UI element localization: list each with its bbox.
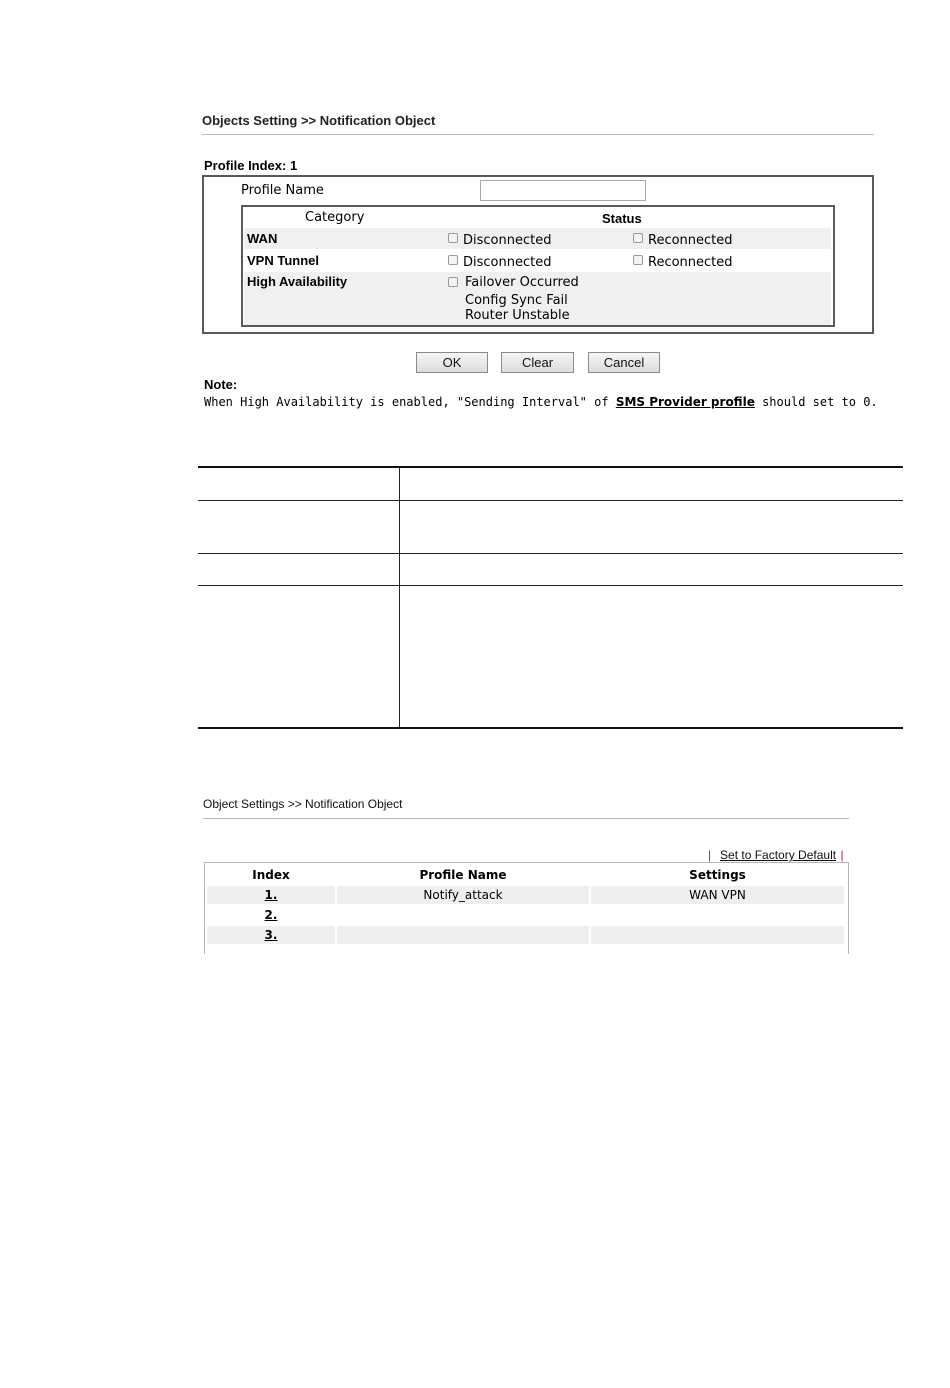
ha-router-unstable-label: Router Unstable	[465, 308, 570, 323]
wan-disconnected-checkbox[interactable]	[448, 233, 458, 243]
pipe-separator: |	[840, 848, 844, 862]
list-breadcrumb-divider	[203, 818, 849, 819]
vpn-disconnected-label: Disconnected	[463, 255, 552, 270]
cancel-button[interactable]: Cancel	[588, 352, 660, 373]
breadcrumb-divider	[202, 134, 874, 135]
description-table	[198, 466, 903, 730]
table-bottom-rule	[198, 727, 903, 729]
set-to-factory-default-link[interactable]: Set to Factory Default	[720, 848, 837, 862]
ok-button[interactable]: OK	[416, 352, 488, 373]
breadcrumb: Objects Setting >> Notification Object	[202, 113, 436, 128]
ha-failover-label: Failover Occurred	[465, 275, 579, 290]
table-row-rule	[198, 553, 903, 554]
profile-index-label: Profile Index: 1	[204, 158, 298, 173]
status-header: Status	[602, 211, 642, 226]
profile-index-link[interactable]: 2.	[264, 908, 278, 922]
vpn-reconnected-label: Reconnected	[648, 255, 733, 270]
sms-provider-profile-link[interactable]: SMS Provider profile	[615, 395, 755, 409]
category-wan: WAN	[247, 231, 278, 246]
clear-button[interactable]: Clear	[501, 352, 574, 373]
profile-name-label: Profile Name	[241, 183, 324, 198]
profile-name-input[interactable]	[480, 180, 646, 201]
note-label: Note:	[204, 377, 238, 392]
category-vpn-tunnel: VPN Tunnel	[247, 253, 319, 268]
ha-config-sync-fail-label: Config Sync Fail	[465, 293, 568, 308]
vpn-disconnected-checkbox[interactable]	[448, 255, 458, 265]
list-breadcrumb: Object Settings >> Notification Object	[203, 797, 403, 811]
profile-index-link[interactable]: 3.	[264, 928, 278, 942]
note-text	[204, 395, 878, 409]
index-header: Index	[252, 868, 290, 882]
settings-cell-bg	[591, 926, 844, 944]
ha-failover-checkbox[interactable]	[448, 277, 458, 287]
table-row-rule	[198, 585, 903, 586]
profile-name-cell-bg	[337, 926, 589, 944]
vpn-reconnected-checkbox[interactable]	[633, 255, 643, 265]
settings-cell: WAN VPN	[689, 888, 746, 902]
profile-name-cell: Notify_attack	[423, 888, 503, 902]
note-text-after: should set to 0.	[754, 395, 878, 409]
note-text-before: When High Availability is enabled, "Sending Interval" of	[204, 395, 616, 409]
category-header: Category	[305, 210, 365, 225]
wan-reconnected-checkbox[interactable]	[633, 233, 643, 243]
wan-disconnected-label: Disconnected	[463, 233, 552, 248]
category-high-availability: High Availability	[247, 274, 348, 289]
profile-index-link[interactable]: 1.	[264, 888, 278, 902]
wan-reconnected-label: Reconnected	[648, 233, 733, 248]
settings-header: Settings	[689, 868, 746, 882]
table-top-rule	[198, 466, 903, 468]
table-column-rule	[399, 468, 400, 727]
profile-name-header: Profile Name	[419, 868, 507, 882]
table-row-rule	[198, 500, 903, 501]
pipe-separator: |	[708, 848, 712, 862]
